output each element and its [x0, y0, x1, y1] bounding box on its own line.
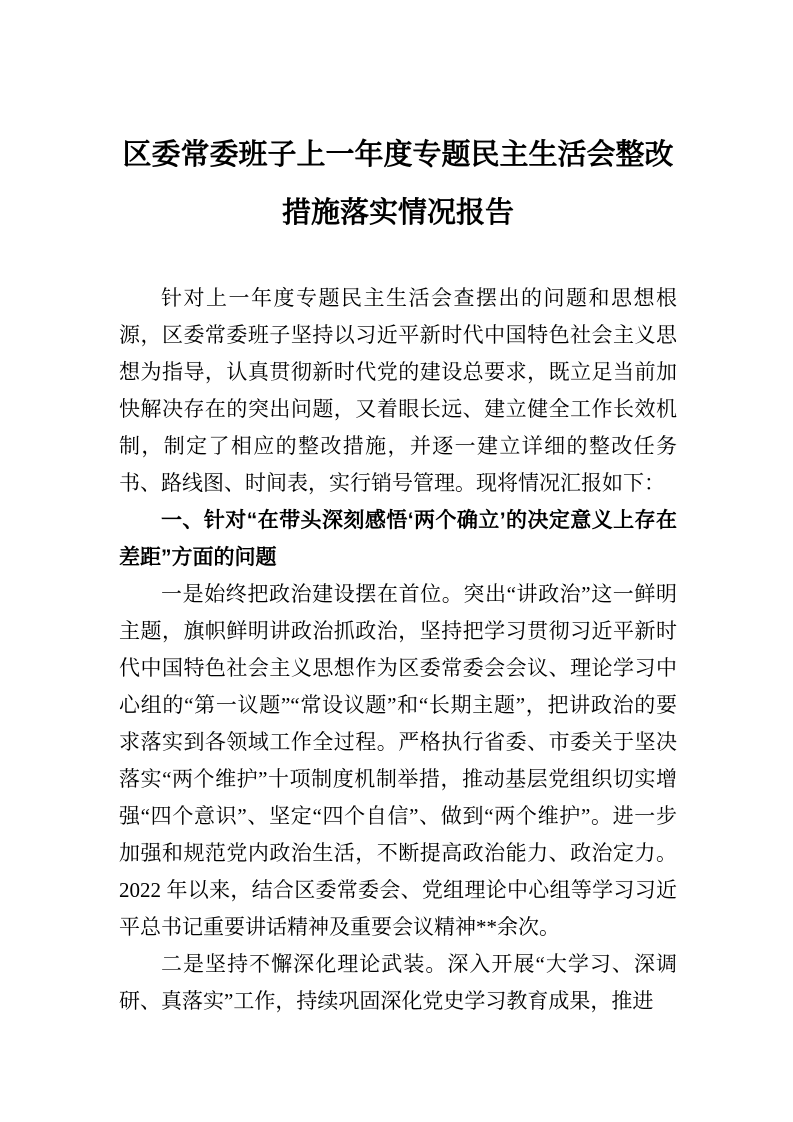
paragraph-intro: 针对上一年度专题民主生活会查摆出的问题和思想根源，区委常委班子坚持以习近平新时代中国特色社会主义思想为指导，认真贯彻新时代党的建设总要求，既立足当前加快解决存在的突出问题，又着眼长远、建立健全工作长效机制，制定了相应的整改措施，并逐一建立详细的整改任务书、路线图、时间表，实行销号管理。现将情况汇报如下： [119, 286, 677, 495]
document-title: 区委常委班子上一年度专题民主生活会整改措施落实情况报告 [122, 139, 674, 229]
paragraph-point-1: 一是始终把政治建设摆在首位。突出“讲政治”这一鲜明主题，旗帜鲜明讲政治抓政治，坚持把学习贯彻习近平新时代中国特色社会主义思想作为区委常委会会议、理论学习中心组的“第一议题”“常设议题”和“长期主题”，把讲政治的要求落实到各领域工作全过程。严格执行省委、市委关于坚决落实“两个维护”十项制度机制举措，推动基层党组织切实增强“四个意识”、坚定“四个自信”、做到“两个维护”。进一步加强和规范党内政治生活，不断提高政治能力、政治定力。2022 年以来，结合区委常委会、党组理论中心组等学习习近平总书记重要讲话精神及重要会议精神**余次。 [119, 582, 677, 939]
paragraph-point-2: 二是坚持不懈深化理论武装。深入开展“大学习、深调研、真落实”工作，持续巩固深化党史学习教育成果，推进 [119, 952, 677, 1013]
section-heading-1: 一、针对“在带头深刻感悟‘两个确立’的决定意义上存在差距”方面的问题 [119, 509, 677, 569]
